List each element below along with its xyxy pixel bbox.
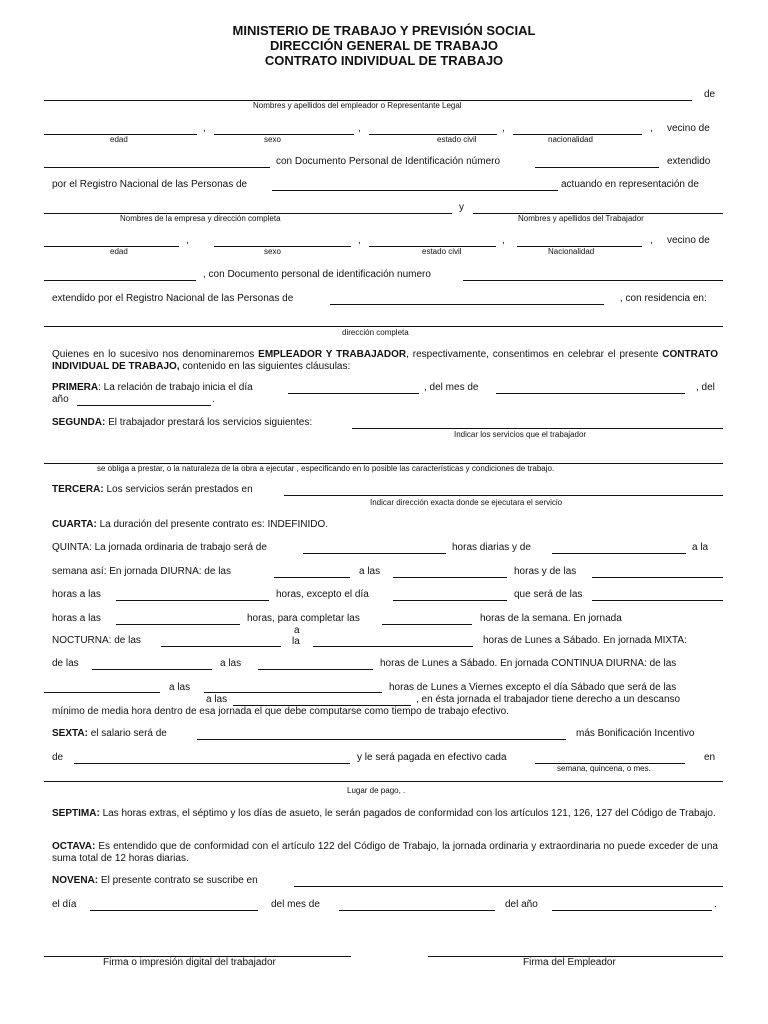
bonus-field[interactable] <box>74 763 350 764</box>
quinta-text: horas de la semana. En jornada <box>480 613 622 624</box>
quinta-text: horas de Lunes a Sábado. En jornada CONTINUA DIURNA: de las <box>380 658 677 669</box>
intro-text: Quienes en lo sucesivo nos denominaremos <box>52 349 255 360</box>
signing-day-field[interactable] <box>90 910 258 911</box>
quinta-text: horas de Lunes a Viernes excepto el día Sábado que será de las <box>389 682 677 693</box>
period: . <box>212 394 215 405</box>
dpi-label: con Documento Personal de Identificación número <box>276 156 501 167</box>
worker-name-caption: Nombres y apellidos del Trabajador <box>518 214 644 223</box>
estado-civil-caption: estado civil <box>437 135 477 144</box>
clause-label: OCTAVA: <box>52 841 96 852</box>
worker-address-field[interactable] <box>44 326 723 327</box>
service-address-field[interactable] <box>284 495 723 496</box>
quinta-text: horas y de las <box>514 566 577 577</box>
extendido-label: extendido <box>667 156 711 167</box>
quinta-text: horas, para completar las <box>247 613 360 624</box>
primera-clause <box>52 382 253 394</box>
intro-text: , respectivamente, consentimos en celebrar el presente <box>406 349 659 360</box>
intro-text: contenido en las siguientes cláusulas: <box>182 361 351 372</box>
day-from-field[interactable] <box>274 577 350 578</box>
quinta-text: la <box>292 636 300 647</box>
signing-place-field[interactable] <box>294 886 723 887</box>
except-day-field[interactable] <box>393 600 507 601</box>
del-mes-label: del mes de <box>271 899 320 910</box>
en-label: en <box>704 752 716 763</box>
intro-parties: EMPLEADOR Y TRABAJADOR <box>258 349 407 360</box>
day-to-field[interactable] <box>393 577 507 578</box>
start-day-field[interactable] <box>288 393 419 394</box>
daily-hours-field[interactable] <box>303 553 446 554</box>
sexo-caption: sexo <box>264 135 281 144</box>
worker-registry-field[interactable] <box>330 304 604 305</box>
worker-dpi-label: , con Documento personal de identificación numero <box>203 269 431 280</box>
comma: , <box>203 123 206 134</box>
day-from-2-field[interactable] <box>592 577 723 578</box>
comma: , <box>650 235 653 246</box>
signing-month-field[interactable] <box>339 910 495 911</box>
clause-text: Los servicios serán prestados en <box>106 484 253 495</box>
employer-registry-field[interactable] <box>272 190 558 191</box>
continuous-to-field[interactable] <box>204 692 382 693</box>
contract-title: CONTRATO INDIVIDUAL DE TRABAJO <box>264 53 504 68</box>
segunda-clause <box>52 417 312 429</box>
ministry-title: MINISTERIO DE TRABAJO Y PREVISIÓN SOCIAL <box>232 23 536 38</box>
quinta-text: que será de las <box>514 589 583 600</box>
clause-text: Es entendido que de conformidad con el artículo 122 del Código de Trabajo, la jornada ordinaria y extraordinaria no puede exceder de una suma total de 12 horas diarias. <box>52 841 718 864</box>
clause-label: CUARTA: <box>52 519 97 530</box>
comma: , <box>358 123 361 134</box>
quinta-text: a las <box>359 566 381 577</box>
clause-text: El presente contrato se suscribe en <box>100 875 258 886</box>
bonus-label: más Bonificación Incentivo <box>576 728 695 739</box>
el-dia-label: el día <box>52 899 77 910</box>
company-caption: Nombres de la empresa y dirección completa <box>120 214 281 223</box>
septima-clause <box>52 808 718 820</box>
del-mes-label: , del mes de <box>424 382 479 393</box>
service-address-caption: Indicar dirección exacta donde se ejecutara el servicio <box>370 498 563 507</box>
edad-caption: edad <box>110 247 128 256</box>
cuarta-clause <box>52 519 328 531</box>
clause-label: PRIMERA <box>52 382 99 393</box>
employer-name-caption: Nombres y apellidos del empleador o Representante Legal <box>253 101 462 110</box>
employer-civil-status-field[interactable] <box>369 134 497 135</box>
day-to-2-field[interactable] <box>116 600 269 601</box>
except-from-field[interactable] <box>592 600 723 601</box>
quinta-text: horas diarias y de <box>452 542 531 553</box>
comma: , <box>186 235 189 246</box>
quinta-text: horas de Lunes a Sábado. En jornada MIXTA: <box>483 635 687 646</box>
clause-text: La duración del presente contrato es: INDEFINIDO. <box>99 519 329 530</box>
start-year-field[interactable] <box>77 405 211 406</box>
night-to-field[interactable] <box>313 646 473 647</box>
employer-residence-field[interactable] <box>44 167 270 168</box>
pagada-label: y le será pagada en efectivo cada <box>357 752 507 763</box>
except-to-field[interactable] <box>116 624 240 625</box>
period-caption: semana, quincena, o mes. <box>557 764 651 773</box>
actuando-label: actuando en representación de <box>561 179 699 190</box>
mixed-from-field[interactable] <box>92 669 212 670</box>
vecino-de-label: vecino de <box>667 235 710 246</box>
de-label: de <box>52 752 64 763</box>
edad-caption: edad <box>110 135 128 144</box>
services-caption: Indicar los servicios que el trabajador <box>454 430 587 439</box>
quinta-text: NOCTURNA: de las <box>52 635 141 646</box>
quinta-text: , en ésta jornada el trabajador tiene derecho a un descanso <box>416 694 681 705</box>
weekly-hours-field[interactable] <box>552 553 686 554</box>
intro-contract: CONTRATO INDIVIDUAL DE TRABAJO, <box>52 349 719 372</box>
anio-label: año <box>52 394 69 405</box>
clause-label: NOVENA: <box>52 875 99 886</box>
intro-paragraph <box>52 349 718 373</box>
salary-field[interactable] <box>197 739 566 740</box>
clause-text: el salario será de <box>90 728 167 739</box>
worker-sex-field[interactable] <box>214 246 351 247</box>
clause-text: El trabajador prestará los servicios siguientes: <box>108 417 313 428</box>
nacionalidad-caption: nacionalidad <box>548 135 593 144</box>
registro-label: por el Registro Nacional de las Personas de <box>52 179 248 190</box>
quinta-text: a las <box>220 658 242 669</box>
del-label: , del <box>696 382 715 393</box>
clause-label: SEGUNDA: <box>52 417 106 428</box>
y-label: y <box>459 202 464 213</box>
clause-text: : La relación de trabajo inicia el día <box>98 382 253 393</box>
del-anio-label: del año <box>505 899 538 910</box>
comma: , <box>502 235 505 246</box>
sexo-caption: sexo <box>264 247 281 256</box>
services-caption-2: se obliga a prestar, o la naturaleza de la obra a ejecutar , especificando en lo posible las características y condiciones de trabajo. <box>97 464 555 473</box>
quinta-text: de las <box>52 658 79 669</box>
quinta-text: horas a las <box>52 613 101 624</box>
signing-year-field[interactable] <box>552 910 712 911</box>
payment-place-field[interactable] <box>44 781 723 782</box>
quinta-text: semana así: En jornada DIURNA: de las <box>52 566 231 577</box>
payment-place-caption: Lugar de pago, . <box>347 786 406 795</box>
worker-dpi-field[interactable] <box>463 280 723 281</box>
direction-title: DIRECCIÓN GENERAL DE TRABAJO <box>269 38 498 53</box>
novena-clause <box>52 875 258 887</box>
worker-registry-label: extendido por el Registro Nacional de las Personas de <box>52 293 294 304</box>
employer-sex-field[interactable] <box>214 134 354 135</box>
sexta-clause <box>52 728 167 740</box>
quinta-text: QUINTA: La jornada ordinaria de trabajo será de <box>52 542 267 553</box>
comma: , <box>650 123 653 134</box>
octava-clause <box>52 841 718 865</box>
de-label: de <box>704 89 716 100</box>
period: . <box>714 899 717 910</box>
quinta-text: a la <box>692 542 709 553</box>
night-from-field[interactable] <box>161 646 281 647</box>
nacionalidad-caption: Nacionalidad <box>548 247 595 256</box>
clause-label: SEPTIMA: <box>52 808 100 819</box>
quinta-text: a <box>294 625 300 636</box>
vecino-de-label: vecino de <box>667 123 710 134</box>
quinta-text: horas, excepto el día <box>276 589 369 600</box>
complete-hours-field[interactable] <box>382 624 472 625</box>
employer-dpi-field[interactable] <box>535 167 659 168</box>
worker-residence-field[interactable] <box>44 280 196 281</box>
comma: , <box>502 123 505 134</box>
services-field[interactable] <box>352 428 723 429</box>
quinta-text: horas a las <box>52 589 101 600</box>
comma: , <box>358 235 361 246</box>
employer-signature-caption: Firma del Empleador <box>523 957 616 968</box>
mixed-to-field[interactable] <box>258 669 373 670</box>
quinta-text: a las <box>169 682 191 693</box>
clause-text: Las horas extras, el séptimo y los días de asueto, le serán pagados de conformidad con los artículos 121, 126, 127 del Código de Trabajo. <box>102 808 716 819</box>
clause-label: SEXTA: <box>52 728 88 739</box>
address-caption: dirección completa <box>342 328 409 337</box>
worker-signature-caption: Firma o impresión digital del trabajador <box>103 957 276 968</box>
clause-label: TERCERA: <box>52 484 104 495</box>
estado-civil-caption: estado civil <box>422 247 462 256</box>
tercera-clause <box>52 484 253 496</box>
start-month-field[interactable] <box>496 393 685 394</box>
continuous-from-field[interactable] <box>44 692 160 693</box>
residencia-label: , con residencia en: <box>620 293 707 304</box>
quinta-text: a las <box>206 694 228 705</box>
quinta-text: mínimo de media hora dentro de esa jornada el que debe computarse como tiempo de trabajo efectivo. <box>52 706 509 717</box>
